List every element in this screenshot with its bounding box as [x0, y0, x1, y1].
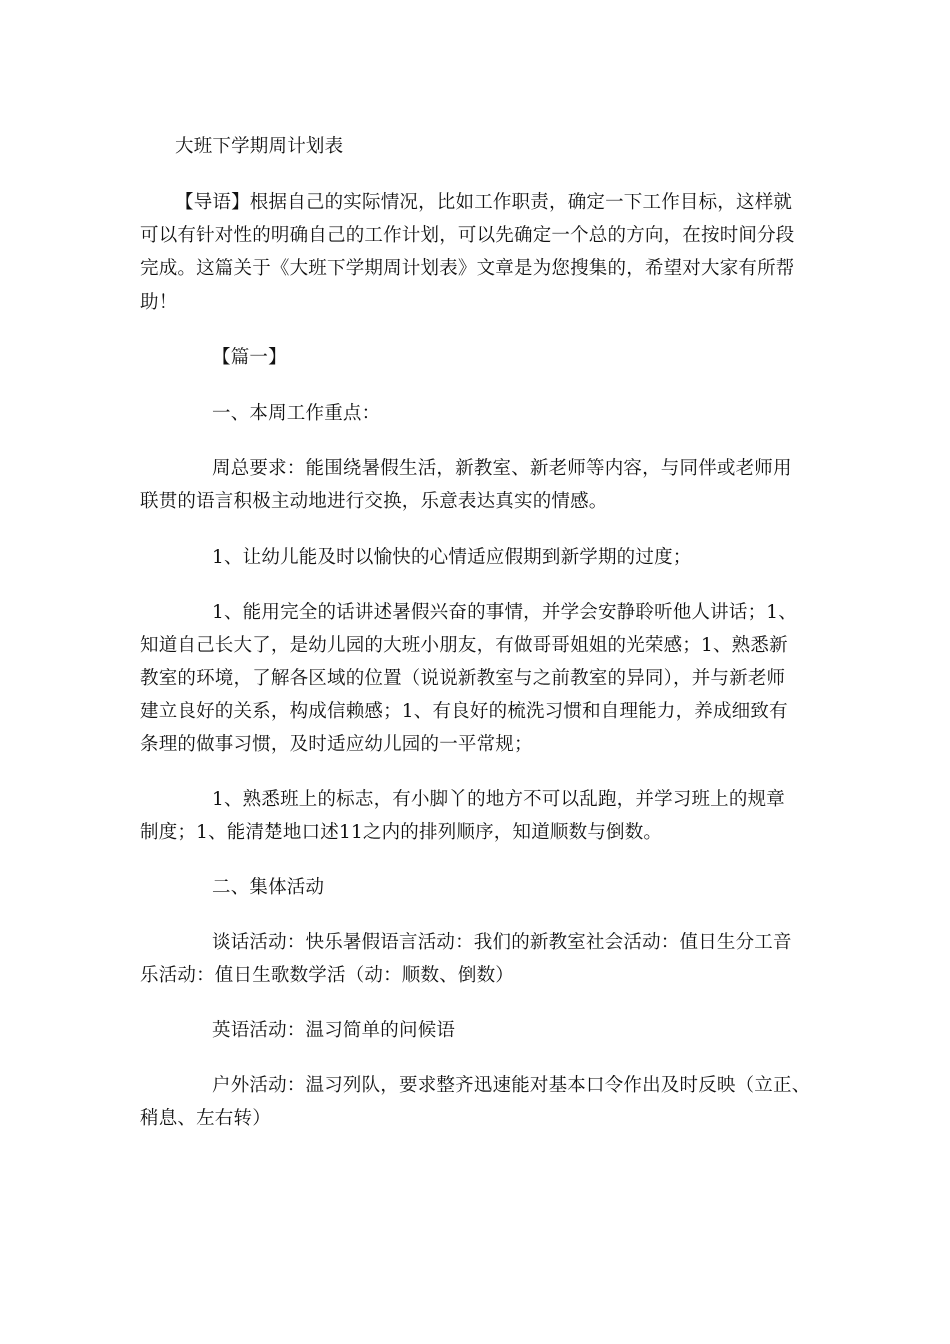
paragraph-line: 谈话活动：快乐暑假语言活动：我们的新教室社会活动：值日生分工音	[212, 932, 792, 953]
paragraph-line: 制度；1、能清楚地口述11之内的排列顺序，知道顺数与倒数。	[140, 822, 663, 843]
intro-line: 助！	[140, 292, 178, 313]
english-activity-paragraph: 英语活动：温习简单的问候语	[212, 1020, 456, 1041]
goal-paragraph: 1、让幼儿能及时以愉快的心情适应假期到新学期的过度；	[212, 547, 692, 568]
paragraph-line: 知道自己长大了，是幼儿园的大班小朋友，有做哥哥姐姐的光荣感；1、熟悉新	[140, 635, 788, 656]
paragraph-line: 教室的环境，了解各区域的位置（说说新教室与之前教室的异同），并与新老师	[140, 668, 786, 689]
paragraph-line: 户外活动：温习列队，要求整齐迅速能对基本口令作出及时反映（立正、	[212, 1075, 811, 1096]
intro-line: 可以有针对性的明确自己的工作计划，可以先确定一个总的方向，在按时间分段	[140, 225, 795, 246]
heading-group-activities: 二、集体活动	[212, 877, 325, 898]
section-label: 【篇一】	[212, 347, 287, 368]
paragraph-line: 稍息、左右转）	[140, 1108, 271, 1129]
heading-work-focus: 一、本周工作重点：	[212, 403, 381, 424]
paragraph-line: 1、能用完全的话讲述暑假兴奋的事情，并学会安静聆听他人讲话；1、	[212, 602, 797, 623]
paragraph-line: 乐活动：值日生歌数学活（动：顺数、倒数）	[140, 965, 515, 986]
intro-line: 【导语】根据自己的实际情况，比如工作职责，确定一下工作目标，这样就	[175, 192, 793, 213]
paragraph-line: 建立良好的关系，构成信赖感；1、有良好的梳洗习惯和自理能力，养成细致有	[140, 701, 788, 722]
intro-line: 完成。这篇关于《大班下学期周计划表》文章是为您搜集的，希望对大家有所帮	[140, 258, 795, 279]
paragraph-line: 周总要求：能围绕暑假生活，新教室、新老师等内容，与同伴或老师用	[212, 458, 792, 479]
paragraph-line: 1、熟悉班上的标志，有小脚丫的地方不可以乱跑，并学习班上的规章	[212, 789, 785, 810]
paragraph-line: 联贯的语言积极主动地进行交换，乐意表达真实的情感。	[140, 491, 608, 512]
paragraph-line: 条理的做事习惯，及时适应幼儿园的一平常规；	[140, 734, 533, 755]
document-title: 大班下学期周计划表	[175, 136, 344, 157]
